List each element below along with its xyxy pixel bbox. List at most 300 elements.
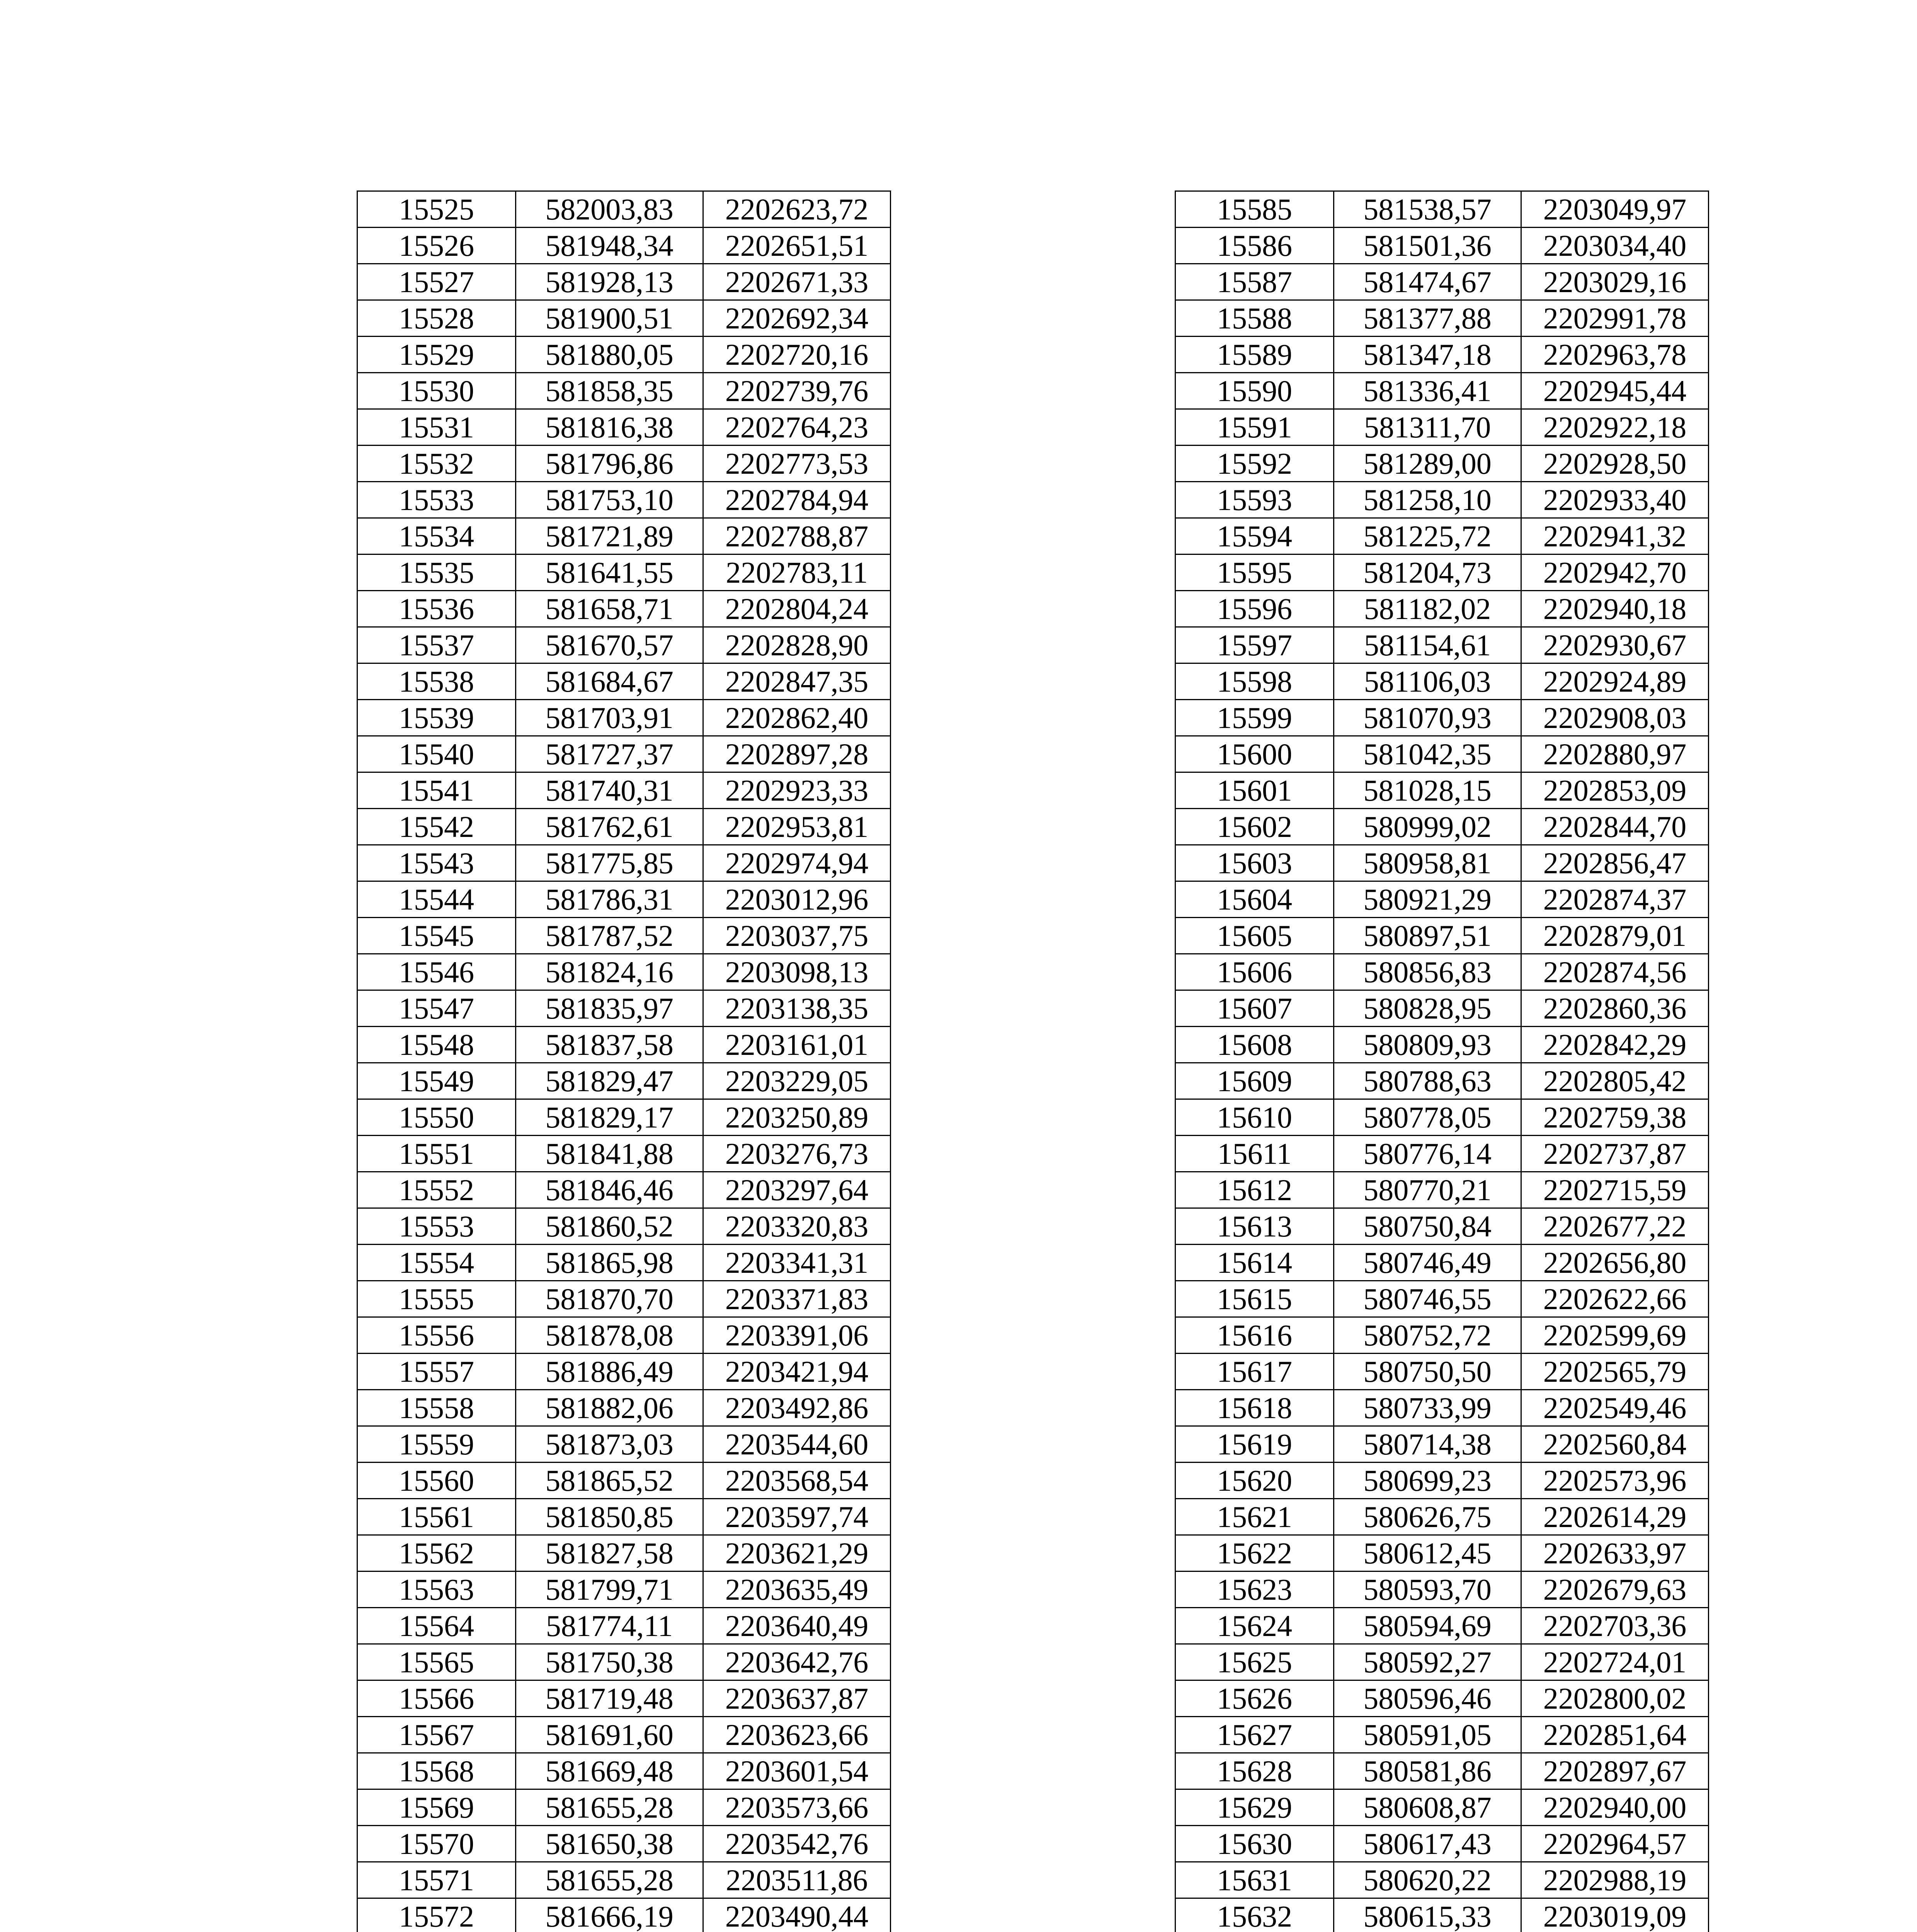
y-coordinate-cell: 2203421,94 <box>703 1354 891 1390</box>
table-row <box>1175 228 1709 264</box>
y-coordinate-cell: 2202923,33 <box>703 772 891 809</box>
x-coordinate-cell: 580591,05 <box>1334 1717 1521 1753</box>
y-coordinate-cell: 2202651,51 <box>703 228 891 264</box>
point-number-cell: 15589 <box>1175 337 1334 373</box>
table-row <box>1175 1463 1709 1499</box>
point-number-cell: 15586 <box>1175 228 1334 264</box>
point-number-cell: 15533 <box>357 482 516 518</box>
x-coordinate-cell: 581827,58 <box>516 1535 703 1571</box>
x-coordinate-cell: 581347,18 <box>1334 337 1521 373</box>
y-coordinate-cell: 2202623,72 <box>703 191 891 228</box>
point-number-cell: 15606 <box>1175 954 1334 990</box>
x-coordinate-cell: 580596,46 <box>1334 1680 1521 1717</box>
x-coordinate-cell: 580809,93 <box>1334 1027 1521 1063</box>
y-coordinate-cell: 2202941,32 <box>1521 518 1709 554</box>
y-coordinate-cell: 2202783,11 <box>703 554 891 591</box>
y-coordinate-cell: 2203542,76 <box>703 1826 891 1862</box>
x-coordinate-cell: 581691,60 <box>516 1717 703 1753</box>
x-coordinate-cell: 580699,23 <box>1334 1463 1521 1499</box>
x-coordinate-cell: 581796,86 <box>516 446 703 482</box>
x-coordinate-cell: 581474,67 <box>1334 264 1521 300</box>
table-row <box>357 1499 891 1535</box>
table-row <box>357 1608 891 1644</box>
x-coordinate-cell: 581658,71 <box>516 591 703 627</box>
table-row <box>357 1172 891 1208</box>
y-coordinate-cell: 2202679,63 <box>1521 1571 1709 1608</box>
y-coordinate-cell: 2202692,34 <box>703 300 891 337</box>
y-coordinate-cell: 2202828,90 <box>703 627 891 663</box>
point-number-cell: 15572 <box>357 1898 516 1932</box>
y-coordinate-cell: 2202851,64 <box>1521 1717 1709 1753</box>
y-coordinate-cell: 2203511,86 <box>703 1862 891 1898</box>
point-number-cell: 15549 <box>357 1063 516 1099</box>
x-coordinate-cell: 581850,85 <box>516 1499 703 1535</box>
point-number-cell: 15537 <box>357 627 516 663</box>
point-number-cell: 15563 <box>357 1571 516 1608</box>
point-number-cell: 15611 <box>1175 1136 1334 1172</box>
x-coordinate-cell: 581225,72 <box>1334 518 1521 554</box>
table-row <box>357 954 891 990</box>
x-coordinate-cell: 581816,38 <box>516 409 703 446</box>
x-coordinate-cell: 581719,48 <box>516 1680 703 1717</box>
point-number-cell: 15595 <box>1175 554 1334 591</box>
point-number-cell: 15603 <box>1175 845 1334 881</box>
x-coordinate-cell: 581258,10 <box>1334 482 1521 518</box>
y-coordinate-cell: 2202908,03 <box>1521 700 1709 736</box>
y-coordinate-cell: 2202933,40 <box>1521 482 1709 518</box>
y-coordinate-cell: 2202874,56 <box>1521 954 1709 990</box>
y-coordinate-cell: 2202737,87 <box>1521 1136 1709 1172</box>
table-row <box>357 1826 891 1862</box>
table-row <box>1175 1099 1709 1136</box>
table-row <box>1175 446 1709 482</box>
x-coordinate-cell: 580626,75 <box>1334 1499 1521 1535</box>
point-number-cell: 15593 <box>1175 482 1334 518</box>
table-row <box>1175 990 1709 1027</box>
y-coordinate-cell: 2202720,16 <box>703 337 891 373</box>
table-row <box>357 1136 891 1172</box>
y-coordinate-cell: 2203138,35 <box>703 990 891 1027</box>
x-coordinate-cell: 580828,95 <box>1334 990 1521 1027</box>
table-row <box>1175 373 1709 409</box>
table-row <box>1175 591 1709 627</box>
y-coordinate-cell: 2202656,80 <box>1521 1245 1709 1281</box>
table-row <box>357 1463 891 1499</box>
point-number-cell: 15616 <box>1175 1317 1334 1354</box>
y-coordinate-cell: 2203034,40 <box>1521 228 1709 264</box>
y-coordinate-cell: 2202924,89 <box>1521 663 1709 700</box>
y-coordinate-cell: 2203492,86 <box>703 1390 891 1426</box>
point-number-cell: 15591 <box>1175 409 1334 446</box>
x-coordinate-cell: 581721,89 <box>516 518 703 554</box>
point-number-cell: 15562 <box>357 1535 516 1571</box>
table-row <box>357 1898 891 1932</box>
table-row <box>1175 1898 1709 1932</box>
x-coordinate-cell: 581042,35 <box>1334 736 1521 772</box>
table-row <box>357 1862 891 1898</box>
x-coordinate-cell: 581154,61 <box>1334 627 1521 663</box>
table-row <box>357 264 891 300</box>
x-coordinate-cell: 581501,36 <box>1334 228 1521 264</box>
x-coordinate-cell: 581655,28 <box>516 1862 703 1898</box>
x-coordinate-cell: 581865,98 <box>516 1245 703 1281</box>
point-number-cell: 15530 <box>357 373 516 409</box>
point-number-cell: 15621 <box>1175 1499 1334 1535</box>
y-coordinate-cell: 2202860,36 <box>1521 990 1709 1027</box>
point-number-cell: 15605 <box>1175 918 1334 954</box>
point-number-cell: 15598 <box>1175 663 1334 700</box>
point-number-cell: 15617 <box>1175 1354 1334 1390</box>
point-number-cell: 15619 <box>1175 1426 1334 1463</box>
table-row <box>357 1245 891 1281</box>
x-coordinate-cell: 581655,28 <box>516 1789 703 1826</box>
y-coordinate-cell: 2202853,09 <box>1521 772 1709 809</box>
y-coordinate-cell: 2202842,29 <box>1521 1027 1709 1063</box>
y-coordinate-cell: 2202880,97 <box>1521 736 1709 772</box>
x-coordinate-cell: 581786,31 <box>516 881 703 918</box>
y-coordinate-cell: 2203601,54 <box>703 1753 891 1789</box>
x-coordinate-cell: 581666,19 <box>516 1898 703 1932</box>
point-number-cell: 15542 <box>357 809 516 845</box>
point-number-cell: 15604 <box>1175 881 1334 918</box>
x-coordinate-cell: 580999,02 <box>1334 809 1521 845</box>
table-row <box>1175 1608 1709 1644</box>
point-number-cell: 15614 <box>1175 1245 1334 1281</box>
x-coordinate-cell: 580856,83 <box>1334 954 1521 990</box>
x-coordinate-cell: 580581,86 <box>1334 1753 1521 1789</box>
x-coordinate-cell: 581106,03 <box>1334 663 1521 700</box>
point-number-cell: 15600 <box>1175 736 1334 772</box>
table-row <box>1175 300 1709 337</box>
table-row <box>1175 482 1709 518</box>
point-number-cell: 15547 <box>357 990 516 1027</box>
y-coordinate-cell: 2202633,97 <box>1521 1535 1709 1571</box>
point-number-cell: 15567 <box>357 1717 516 1753</box>
point-number-cell: 15543 <box>357 845 516 881</box>
table-row <box>357 918 891 954</box>
x-coordinate-cell: 581641,55 <box>516 554 703 591</box>
point-number-cell: 15531 <box>357 409 516 446</box>
table-row <box>1175 1063 1709 1099</box>
table-row <box>357 1027 891 1063</box>
point-number-cell: 15625 <box>1175 1644 1334 1680</box>
x-coordinate-cell: 580617,43 <box>1334 1826 1521 1862</box>
y-coordinate-cell: 2202677,22 <box>1521 1208 1709 1245</box>
y-coordinate-cell: 2202897,67 <box>1521 1753 1709 1789</box>
point-number-cell: 15552 <box>357 1172 516 1208</box>
x-coordinate-cell: 581858,35 <box>516 373 703 409</box>
point-number-cell: 15629 <box>1175 1789 1334 1826</box>
point-number-cell: 15601 <box>1175 772 1334 809</box>
y-coordinate-cell: 2203391,06 <box>703 1317 891 1354</box>
x-coordinate-cell: 581948,34 <box>516 228 703 264</box>
point-number-cell: 15566 <box>357 1680 516 1717</box>
point-number-cell: 15587 <box>1175 264 1334 300</box>
point-number-cell: 15544 <box>357 881 516 918</box>
table-row <box>357 845 891 881</box>
x-coordinate-cell: 580615,33 <box>1334 1898 1521 1932</box>
table-row <box>1175 845 1709 881</box>
x-coordinate-cell: 581727,37 <box>516 736 703 772</box>
x-coordinate-cell: 581703,91 <box>516 700 703 736</box>
x-coordinate-cell: 581070,93 <box>1334 700 1521 736</box>
table-row <box>1175 1789 1709 1826</box>
x-coordinate-cell: 581753,10 <box>516 482 703 518</box>
y-coordinate-cell: 2202922,18 <box>1521 409 1709 446</box>
table-row <box>357 1317 891 1354</box>
point-number-cell: 15630 <box>1175 1826 1334 1862</box>
x-coordinate-cell: 581829,17 <box>516 1099 703 1136</box>
y-coordinate-cell: 2203029,16 <box>1521 264 1709 300</box>
point-number-cell: 15551 <box>357 1136 516 1172</box>
point-number-cell: 15624 <box>1175 1608 1334 1644</box>
point-number-cell: 15557 <box>357 1354 516 1390</box>
y-coordinate-cell: 2202974,94 <box>703 845 891 881</box>
point-number-cell: 15568 <box>357 1753 516 1789</box>
point-number-cell: 15540 <box>357 736 516 772</box>
x-coordinate-cell: 580778,05 <box>1334 1099 1521 1136</box>
table-row <box>357 1789 891 1826</box>
x-coordinate-cell: 581873,03 <box>516 1426 703 1463</box>
table-row <box>1175 736 1709 772</box>
table-row <box>1175 1426 1709 1463</box>
table-row <box>1175 1862 1709 1898</box>
y-coordinate-cell: 2203623,66 <box>703 1717 891 1753</box>
coordinates-table-right <box>1175 190 1709 1932</box>
table-row <box>1175 1136 1709 1172</box>
y-coordinate-cell: 2202856,47 <box>1521 845 1709 881</box>
table-row <box>357 591 891 627</box>
y-coordinate-cell: 2202953,81 <box>703 809 891 845</box>
x-coordinate-cell: 581377,88 <box>1334 300 1521 337</box>
x-coordinate-cell: 580750,84 <box>1334 1208 1521 1245</box>
table-row <box>357 300 891 337</box>
table-row <box>357 881 891 918</box>
y-coordinate-cell: 2203297,64 <box>703 1172 891 1208</box>
y-coordinate-cell: 2203161,01 <box>703 1027 891 1063</box>
y-coordinate-cell: 2203276,73 <box>703 1136 891 1172</box>
y-coordinate-cell: 2203573,66 <box>703 1789 891 1826</box>
point-number-cell: 15599 <box>1175 700 1334 736</box>
point-number-cell: 15590 <box>1175 373 1334 409</box>
x-coordinate-cell: 581204,73 <box>1334 554 1521 591</box>
y-coordinate-cell: 2202573,96 <box>1521 1463 1709 1499</box>
y-coordinate-cell: 2203490,44 <box>703 1898 891 1932</box>
table-row <box>1175 1317 1709 1354</box>
table-row <box>357 373 891 409</box>
y-coordinate-cell: 2203098,13 <box>703 954 891 990</box>
x-coordinate-cell: 580733,99 <box>1334 1390 1521 1426</box>
table-row <box>1175 918 1709 954</box>
table-row <box>1175 1390 1709 1426</box>
y-coordinate-cell: 2202724,01 <box>1521 1644 1709 1680</box>
x-coordinate-cell: 582003,83 <box>516 191 703 228</box>
x-coordinate-cell: 581336,41 <box>1334 373 1521 409</box>
x-coordinate-cell: 580750,50 <box>1334 1354 1521 1390</box>
table-row <box>357 191 891 228</box>
table-row <box>1175 337 1709 373</box>
point-number-cell: 15555 <box>357 1281 516 1317</box>
y-coordinate-cell: 2203640,49 <box>703 1608 891 1644</box>
point-number-cell: 15558 <box>357 1390 516 1426</box>
x-coordinate-cell: 581824,16 <box>516 954 703 990</box>
table-row <box>357 337 891 373</box>
x-coordinate-cell: 581846,46 <box>516 1172 703 1208</box>
y-coordinate-cell: 2202549,46 <box>1521 1390 1709 1426</box>
x-coordinate-cell: 581865,52 <box>516 1463 703 1499</box>
y-coordinate-cell: 2202940,00 <box>1521 1789 1709 1826</box>
x-coordinate-cell: 581684,67 <box>516 663 703 700</box>
y-coordinate-cell: 2202844,70 <box>1521 809 1709 845</box>
y-coordinate-cell: 2202784,94 <box>703 482 891 518</box>
point-number-cell: 15612 <box>1175 1172 1334 1208</box>
y-coordinate-cell: 2203341,31 <box>703 1245 891 1281</box>
y-coordinate-cell: 2202963,78 <box>1521 337 1709 373</box>
point-number-cell: 15570 <box>357 1826 516 1862</box>
y-coordinate-cell: 2203544,60 <box>703 1426 891 1463</box>
x-coordinate-cell: 580594,69 <box>1334 1608 1521 1644</box>
y-coordinate-cell: 2203019,09 <box>1521 1898 1709 1932</box>
table-row <box>357 409 891 446</box>
point-number-cell: 15526 <box>357 228 516 264</box>
point-number-cell: 15538 <box>357 663 516 700</box>
x-coordinate-cell: 581762,61 <box>516 809 703 845</box>
y-coordinate-cell: 2203597,74 <box>703 1499 891 1535</box>
table-row <box>357 1426 891 1463</box>
point-number-cell: 15564 <box>357 1608 516 1644</box>
x-coordinate-cell: 580620,22 <box>1334 1862 1521 1898</box>
x-coordinate-cell: 581878,08 <box>516 1317 703 1354</box>
table-row <box>357 809 891 845</box>
point-number-cell: 15607 <box>1175 990 1334 1027</box>
x-coordinate-cell: 581538,57 <box>1334 191 1521 228</box>
x-coordinate-cell: 581669,48 <box>516 1753 703 1789</box>
x-coordinate-cell: 581787,52 <box>516 918 703 954</box>
x-coordinate-cell: 581841,88 <box>516 1136 703 1172</box>
table-row <box>357 1717 891 1753</box>
table-row <box>1175 1172 1709 1208</box>
x-coordinate-cell: 580746,55 <box>1334 1281 1521 1317</box>
y-coordinate-cell: 2202764,23 <box>703 409 891 446</box>
point-number-cell: 15588 <box>1175 300 1334 337</box>
table-row <box>1175 264 1709 300</box>
point-number-cell: 15609 <box>1175 1063 1334 1099</box>
x-coordinate-cell: 581835,97 <box>516 990 703 1027</box>
y-coordinate-cell: 2203568,54 <box>703 1463 891 1499</box>
y-coordinate-cell: 2202739,76 <box>703 373 891 409</box>
table-row <box>1175 1281 1709 1317</box>
x-coordinate-cell: 581740,31 <box>516 772 703 809</box>
y-coordinate-cell: 2202622,66 <box>1521 1281 1709 1317</box>
point-number-cell: 15602 <box>1175 809 1334 845</box>
x-coordinate-cell: 580752,72 <box>1334 1317 1521 1354</box>
point-number-cell: 15631 <box>1175 1862 1334 1898</box>
table-row <box>1175 809 1709 845</box>
x-coordinate-cell: 580608,87 <box>1334 1789 1521 1826</box>
x-coordinate-cell: 581650,38 <box>516 1826 703 1862</box>
x-coordinate-cell: 581886,49 <box>516 1354 703 1390</box>
y-coordinate-cell: 2202599,69 <box>1521 1317 1709 1354</box>
y-coordinate-cell: 2202671,33 <box>703 264 891 300</box>
point-number-cell: 15553 <box>357 1208 516 1245</box>
point-number-cell: 15560 <box>357 1463 516 1499</box>
x-coordinate-cell: 581775,85 <box>516 845 703 881</box>
y-coordinate-cell: 2202614,29 <box>1521 1499 1709 1535</box>
x-coordinate-cell: 581289,00 <box>1334 446 1521 482</box>
point-number-cell: 15627 <box>1175 1717 1334 1753</box>
table-row <box>357 1753 891 1789</box>
table-row <box>357 1208 891 1245</box>
x-coordinate-cell: 581870,70 <box>516 1281 703 1317</box>
x-coordinate-cell: 581774,11 <box>516 1608 703 1644</box>
table-row <box>1175 1644 1709 1680</box>
x-coordinate-cell: 581860,52 <box>516 1208 703 1245</box>
x-coordinate-cell: 581829,47 <box>516 1063 703 1099</box>
point-number-cell: 15608 <box>1175 1027 1334 1063</box>
table-row <box>1175 1208 1709 1245</box>
y-coordinate-cell: 2203250,89 <box>703 1099 891 1136</box>
x-coordinate-cell: 581750,38 <box>516 1644 703 1680</box>
table-row <box>1175 772 1709 809</box>
table-row <box>1175 1027 1709 1063</box>
point-number-cell: 15529 <box>357 337 516 373</box>
table-row <box>1175 554 1709 591</box>
table-row <box>1175 700 1709 736</box>
point-number-cell: 15536 <box>357 591 516 627</box>
table-row <box>357 1680 891 1717</box>
table-row <box>357 446 891 482</box>
table-row <box>357 700 891 736</box>
point-number-cell: 15585 <box>1175 191 1334 228</box>
y-coordinate-cell: 2202773,53 <box>703 446 891 482</box>
point-number-cell: 15527 <box>357 264 516 300</box>
y-coordinate-cell: 2203642,76 <box>703 1644 891 1680</box>
y-coordinate-cell: 2202759,38 <box>1521 1099 1709 1136</box>
point-number-cell: 15592 <box>1175 446 1334 482</box>
y-coordinate-cell: 2202805,42 <box>1521 1063 1709 1099</box>
y-coordinate-cell: 2202897,28 <box>703 736 891 772</box>
point-number-cell: 15532 <box>357 446 516 482</box>
point-number-cell: 15618 <box>1175 1390 1334 1426</box>
point-number-cell: 15596 <box>1175 591 1334 627</box>
x-coordinate-cell: 580746,49 <box>1334 1245 1521 1281</box>
x-coordinate-cell: 580776,14 <box>1334 1136 1521 1172</box>
table-row <box>357 772 891 809</box>
table-row <box>357 1644 891 1680</box>
table-row <box>1175 191 1709 228</box>
x-coordinate-cell: 580593,70 <box>1334 1571 1521 1608</box>
table-row <box>1175 627 1709 663</box>
coordinates-table-left <box>357 190 891 1932</box>
point-number-cell: 15569 <box>357 1789 516 1826</box>
y-coordinate-cell: 2202942,70 <box>1521 554 1709 591</box>
y-coordinate-cell: 2202560,84 <box>1521 1426 1709 1463</box>
y-coordinate-cell: 2202565,79 <box>1521 1354 1709 1390</box>
point-number-cell: 15597 <box>1175 627 1334 663</box>
point-number-cell: 15550 <box>357 1099 516 1136</box>
table-row <box>1175 1717 1709 1753</box>
y-coordinate-cell: 2202804,24 <box>703 591 891 627</box>
table-row <box>357 1535 891 1571</box>
x-coordinate-cell: 581928,13 <box>516 264 703 300</box>
x-coordinate-cell: 581311,70 <box>1334 409 1521 446</box>
x-coordinate-cell: 580714,38 <box>1334 1426 1521 1463</box>
point-number-cell: 15628 <box>1175 1753 1334 1789</box>
point-number-cell: 15615 <box>1175 1281 1334 1317</box>
point-number-cell: 15541 <box>357 772 516 809</box>
point-number-cell: 15554 <box>357 1245 516 1281</box>
point-number-cell: 15632 <box>1175 1898 1334 1932</box>
